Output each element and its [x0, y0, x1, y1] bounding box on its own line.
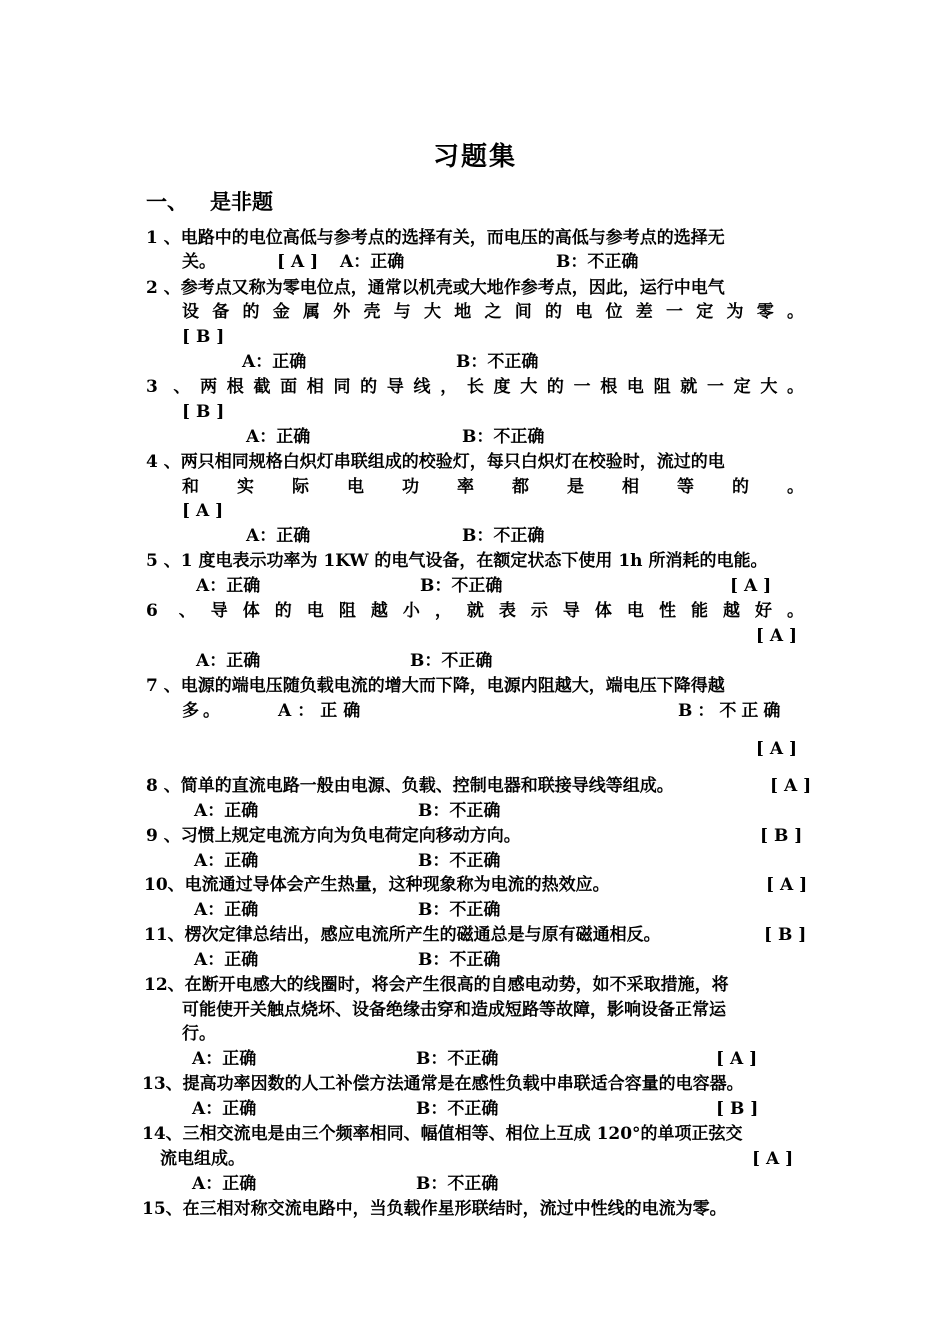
q7-answer: [ A ] — [755, 739, 797, 759]
q12-option-a: A：正确 — [192, 1049, 257, 1069]
q14-option-b: B：不正确 — [416, 1174, 499, 1194]
q6-option-b: B：不正确 — [410, 651, 493, 671]
q6-option-a: A：正确 — [196, 651, 261, 671]
q14-option-a: A：正确 — [192, 1174, 257, 1194]
q5-option-b: B：不正确 — [420, 576, 503, 596]
q3-answer: [ B ] — [182, 402, 225, 422]
q7-option-a: A：正确 — [278, 701, 367, 721]
q5-option-a: A：正确 — [196, 576, 261, 596]
q10-answer: [ A ] — [766, 875, 808, 895]
section-number: 一、 — [146, 189, 188, 214]
q13-option-b: B：不正确 — [416, 1099, 499, 1119]
q9-option-b: B：不正确 — [418, 851, 501, 871]
q12-line1: 12、在断开电感大的线圈时，将会产生很高的自感电动势，如不采取措施，将 — [144, 975, 729, 995]
page-title: 习题集 — [432, 142, 517, 172]
q1-option-a: A：正确 — [340, 252, 405, 272]
q9-answer: [ B ] — [760, 826, 803, 846]
q11-line1: 11、楞次定律总结出，感应电流所产生的磁通总是与原有磁通相反。 — [144, 925, 661, 945]
q1-option-b: B：不正确 — [556, 252, 639, 272]
q2-line2: 设备的金属外壳与大地之间的电位差一定为零。 — [182, 302, 804, 322]
q2-option-b: B：不正确 — [456, 352, 539, 372]
q9-line1: 9 、习惯上规定电流方向为负电荷定向移动方向。 — [146, 826, 521, 846]
q8-option-b: B：不正确 — [418, 801, 501, 821]
section-heading — [146, 186, 273, 216]
q8-option-a: A：正确 — [194, 801, 259, 821]
q2-answer: [ B ] — [182, 327, 225, 347]
q14-line1: 14、三相交流电是由三个频率相同、幅值相等、相位上互成 120°的单项正弦交 — [142, 1124, 743, 1144]
q6-answer: [ A ] — [755, 626, 797, 646]
q13-option-a: A：正确 — [192, 1099, 257, 1119]
q4-option-b: B：不正确 — [462, 526, 545, 546]
q4-option-a: A：正确 — [246, 526, 311, 546]
q12-answer: [ A ] — [716, 1049, 758, 1069]
q2-line1: 2 、参考点又称为零电位点，通常以机壳或大地作参考点，因此，运行中电气 — [146, 278, 725, 298]
q10-option-a: A：正确 — [194, 900, 259, 920]
q1-line1: 1 、电路中的电位高低与参考点的选择有关，而电压的高低与参考点的选择无 — [146, 228, 725, 248]
q7-line2: 多。 — [182, 701, 224, 721]
q14-answer: [ A ] — [752, 1149, 794, 1169]
q13-line1: 13、提高功率因数的人工补偿方法通常是在感性负载中串联适合容量的电容器。 — [142, 1074, 744, 1094]
section-name: 是非题 — [210, 189, 273, 214]
q1-line2: 关。 — [182, 252, 216, 272]
q6-line1: 6 、导体的电阻越小，就表示导体电性能越好。 — [146, 601, 804, 621]
q5-line1: 5 、1 度电表示功率为 1KW 的电气设备，在额定状态下使用 1h 所消耗的电能。 — [146, 551, 768, 571]
q10-line1: 10、电流通过导体会产生热量，这种现象称为电流的热效应。 — [144, 875, 610, 895]
q4-answer: [ A ] — [182, 501, 224, 521]
q1-answer: [ A ] — [277, 252, 319, 272]
q4-line2: 和实际电功率都是相等的。 — [182, 477, 804, 497]
q15-line1: 15、在三相对称交流电路中，当负载作星形联结时，流过中性线的电流为零。 — [142, 1199, 727, 1219]
q8-answer: [ A ] — [770, 776, 812, 796]
q7-line1: 7 、电源的端电压随负载电流的增大而下降，电源内阻越大，端电压下降得越 — [146, 676, 725, 696]
q8-line1: 8 、简单的直流电路一般由电源、负载、控制电器和联接导线等组成。 — [146, 776, 674, 796]
q11-answer: [ B ] — [764, 925, 807, 945]
q10-option-b: B：不正确 — [418, 900, 501, 920]
q4-line1: 4 、两只相同规格白炽灯串联组成的校验灯，每只白炽灯在校验时，流过的电 — [146, 452, 725, 472]
q12-line2: 可能使开关触点烧坏、设备绝缘击穿和造成短路等故障，影响设备正常运 — [182, 1000, 726, 1020]
q14-line2: 流电组成。 — [160, 1149, 245, 1169]
q9-option-a: A：正确 — [194, 851, 259, 871]
q11-option-a: A：正确 — [194, 950, 259, 970]
q13-answer: [ B ] — [716, 1099, 759, 1119]
q3-line1: 3 、两根截面相同的导线，长度大的一根电阻就一定大。 — [146, 377, 804, 397]
q3-option-a: A：正确 — [246, 427, 311, 447]
q12-option-b: B：不正确 — [416, 1049, 499, 1069]
q12-line3: 行。 — [182, 1024, 216, 1044]
q7-option-b: B：不正确 — [678, 701, 786, 721]
q2-option-a: A：正确 — [242, 352, 307, 372]
q5-answer: [ A ] — [730, 576, 772, 596]
q3-option-b: B：不正确 — [462, 427, 545, 447]
q11-option-b: B：不正确 — [418, 950, 501, 970]
